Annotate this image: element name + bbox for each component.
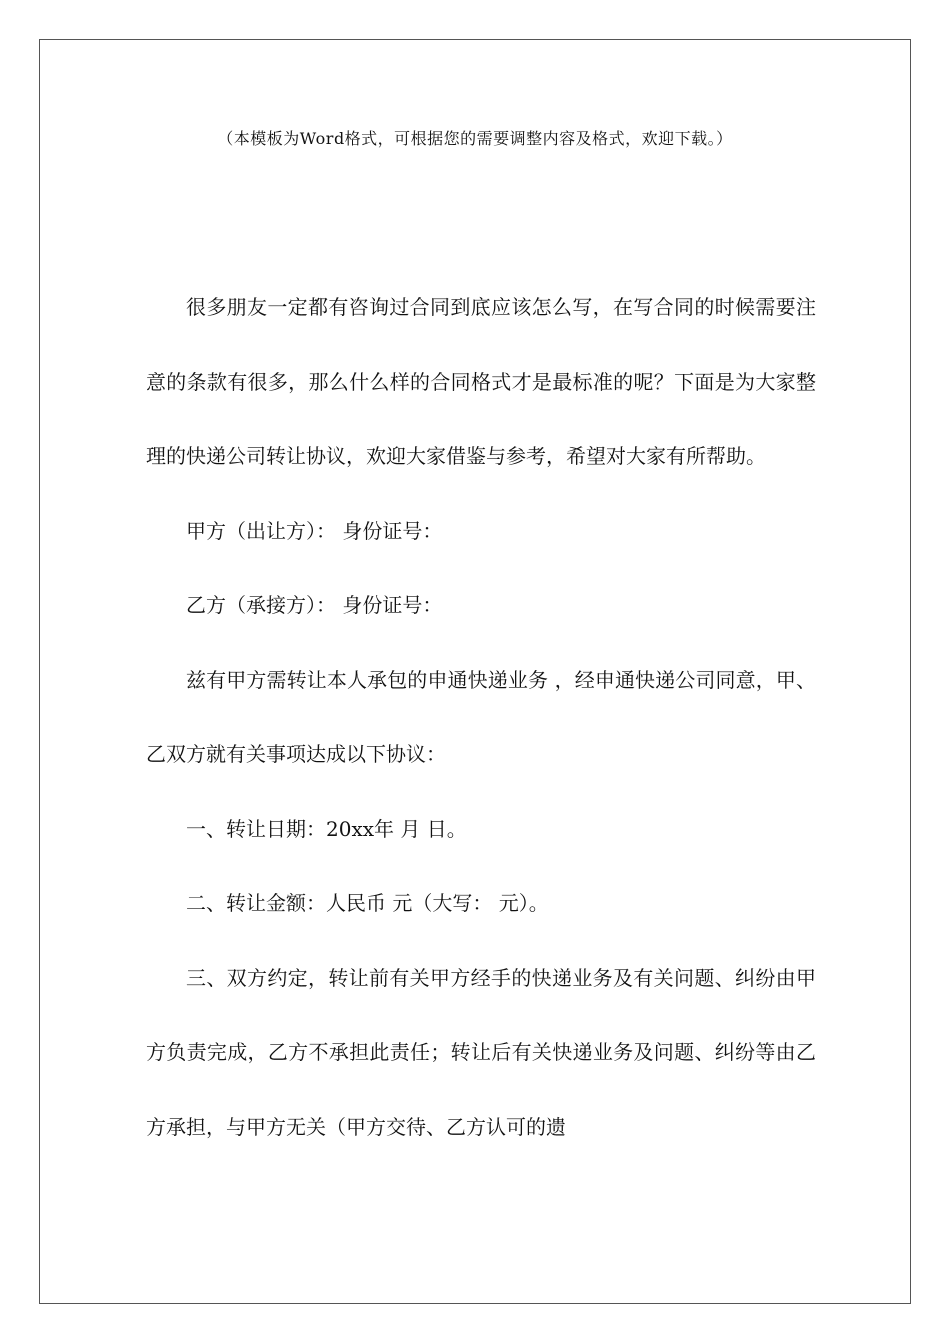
document-body	[146, 270, 816, 1164]
clause-3-responsibility: 三、双方约定，转让前有关甲方经手的快递业务及有关问题、纠纷由甲方负责完成，乙方不承担此责任；转让后有关快递业务及问题、纠纷等由乙方承担，与甲方无关（甲方交待、乙方认可的遗	[146, 965, 816, 1139]
clause-2-transfer-amount: 二、转让金额：人民币 元（大写： 元）。	[186, 891, 549, 915]
template-note: （本模板为Word格式，可根据您的需要调整内容及格式，欢迎下载。）	[217, 129, 733, 148]
party-b-line: 乙方（承接方）： 身份证号：	[186, 593, 443, 617]
agreement-preamble: 兹有甲方需转让本人承包的申通快递业务 ，经申通快递公司同意，甲、乙双方就有关事项达成以下协议：	[146, 667, 816, 766]
party-a-line: 甲方（出让方）： 身份证号：	[186, 518, 443, 543]
clause-1-transfer-date: 一、转让日期：20xx年 月 日。	[186, 816, 467, 841]
intro-paragraph: 很多朋友一定都有咨询过合同到底应该怎么写，在写合同的时候需要注意的条款有很多，那么什么样的合同格式才是最标准的呢？下面是为大家整理的快递公司转让协议，欢迎大家借鉴与参考，希望对大家有所帮助。	[146, 295, 816, 468]
